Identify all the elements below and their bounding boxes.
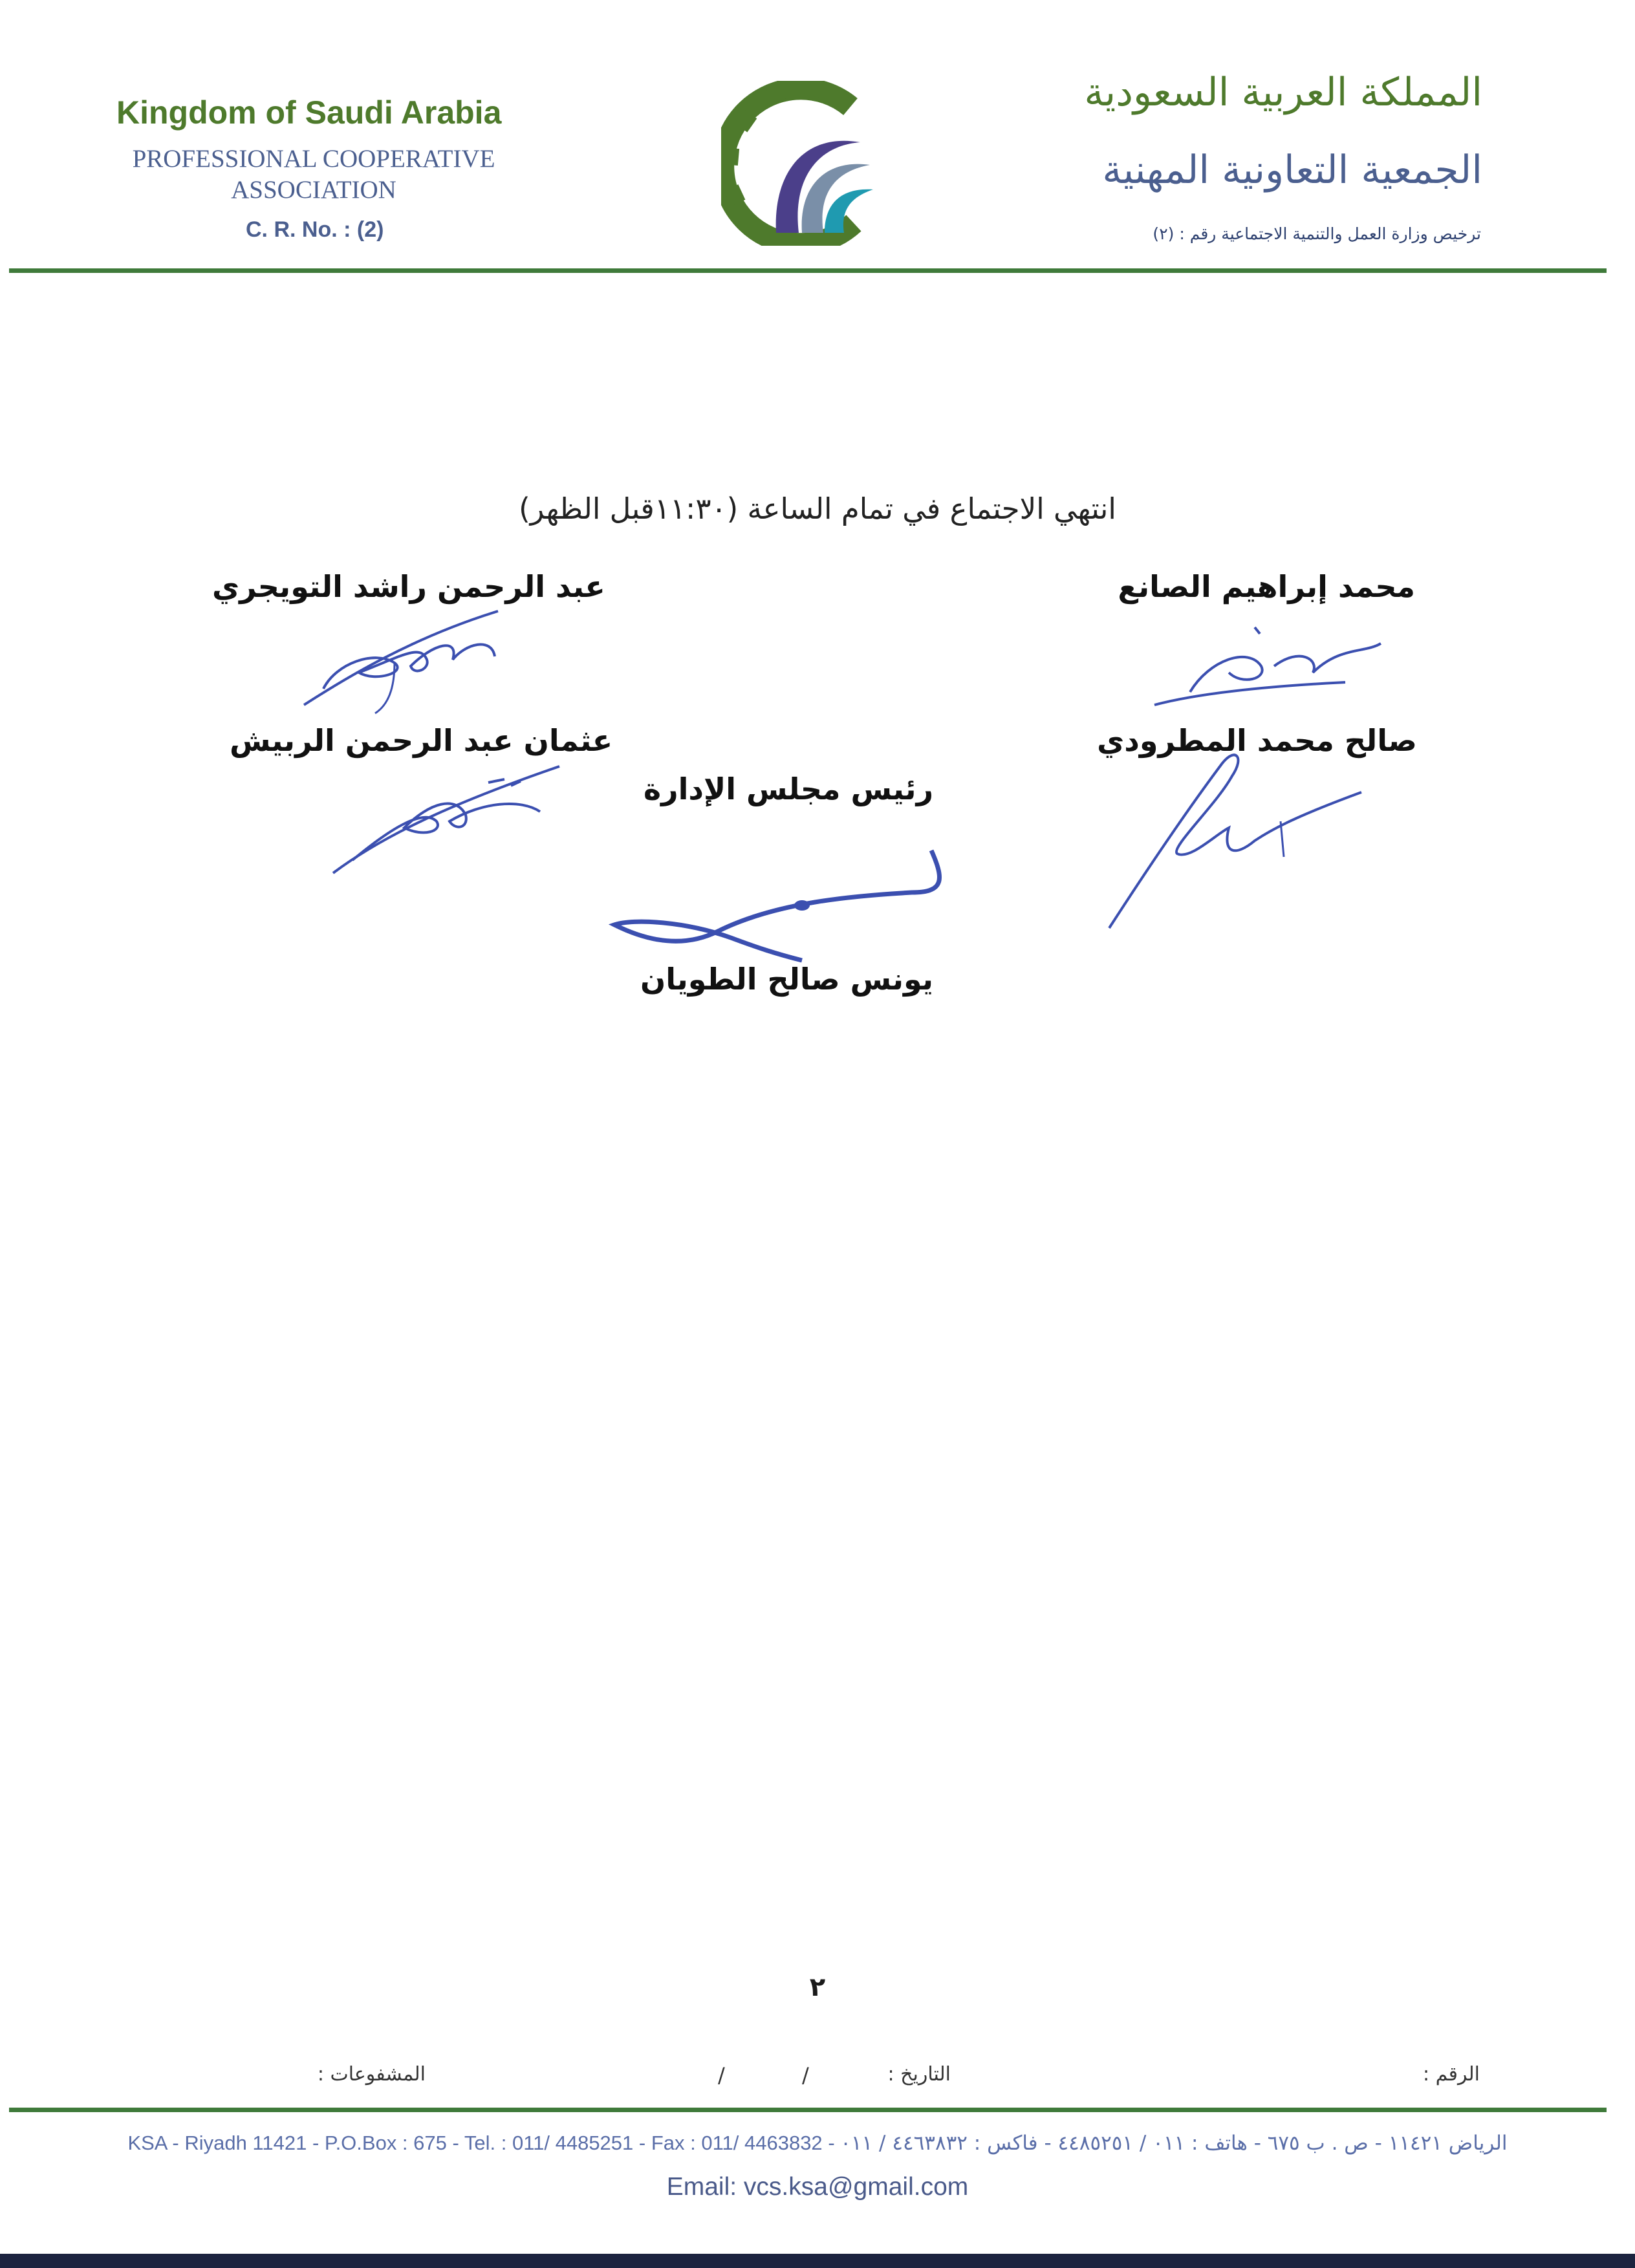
signatory-mid-right: صالح محمد المطرودي [1097,723,1417,758]
signature-mid-right-icon [1106,744,1365,931]
footer-address-en: KSA - Riyadh 11421 - P.O.Box : 675 - Tel. : 011/ 4485251 - Fax : 011/ 4463832 [127,2132,823,2154]
signature-top-left-icon [298,598,511,715]
association-logo-icon [721,81,876,246]
signature-top-right-icon [1151,621,1397,718]
scan-edge [0,2254,1635,2268]
footer-number-label: الرقم : [1423,2063,1480,2086]
header-en-subtitle: PROFESSIONAL COOPERATIVE ASSOCIATION [132,145,495,204]
header-ar-title-association: الجمعية التعاونية المهنية [1102,147,1482,193]
chair-title: رئيس مجلس الإدارة [644,772,934,806]
signatory-top-left: عبد الرحمن راشد التويجري [212,569,605,604]
header-en-title: Kingdom of Saudi Arabia [116,94,502,131]
signatory-top-right: محمد إبراهيم الصانع [1118,569,1415,604]
signature-chair-icon [608,841,944,967]
header-divider [9,268,1607,273]
header-ar-license: ترخيص وزارة العمل والتنمية الاجتماعية رقم : (٢) [1153,224,1481,243]
footer-date-label: التاريخ : [887,2063,951,2086]
footer-email: Email: vcs.ksa@gmail.com [666,2173,969,2201]
meeting-end-statement: انتهي الاجتماع في تمام الساعة (١١:٣٠قبل الظهر) [519,491,1116,526]
chair-name: يونس صالح الطويان [640,962,934,997]
footer-address: KSA - Riyadh 11421 - P.O.Box : 675 - Tel. : 011/ 4485251 - Fax : 011/ 4463832 - الرياض ١١٤٢١ - ص . ب ٦٧٥ - هاتف : ٠١١ / ٤٤٨٥٢٥١ - فاكس : ٤٤٦٣٨٣٢ / ٠١١ [127,2132,1508,2155]
page-number: ٢ [809,1972,826,2002]
footer-attachments-label: المشفوعات : [317,2063,426,2086]
signatory-mid-left: عثمان عبد الرحمن الربيش [230,723,613,758]
footer-divider [9,2108,1607,2112]
footer-address-ar: الرياض ١١٤٢١ - ص . ب ٦٧٥ - هاتف : ٠١١ / ٤٤٨٥٢٥١ - فاكس : ٤٤٦٣٨٣٢ / ٠١١ [840,2132,1508,2155]
header-cr-number: C. R. No. : (2) [246,217,384,242]
footer-date-slash-2: / [718,2063,725,2088]
header-ar-title-kingdom: المملكة العربية السعودية [1084,70,1482,115]
signature-mid-left-icon [327,763,566,876]
footer-date-slash-1: / [802,2063,809,2088]
